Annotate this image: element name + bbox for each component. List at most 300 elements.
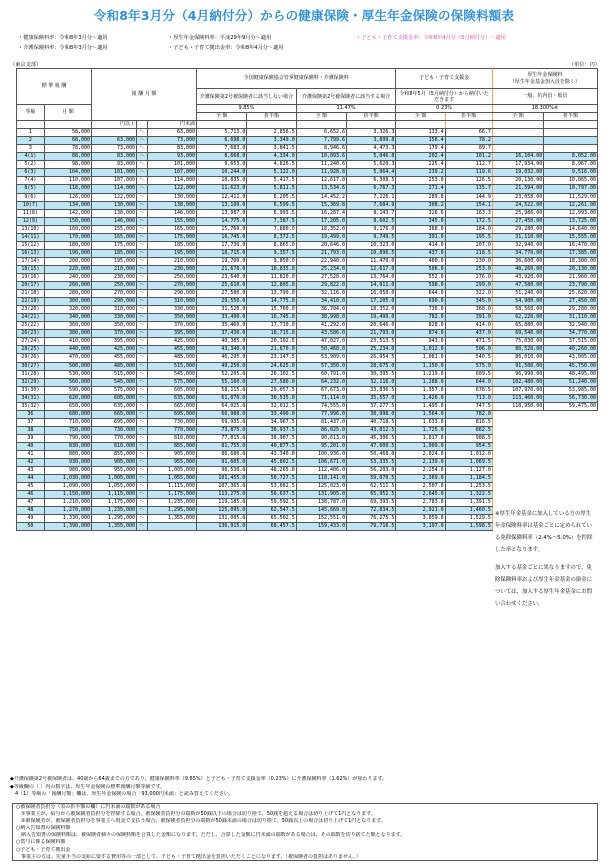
range-from-cell: 770,000 bbox=[92, 434, 137, 442]
care-half-cell: 26,954.5 bbox=[347, 354, 396, 362]
health-full-cell: 15,760.0 bbox=[197, 225, 247, 233]
range-sep: ～ bbox=[137, 225, 148, 233]
health-half-cell: 48,265.0 bbox=[247, 467, 296, 475]
table-row bbox=[17, 346, 598, 354]
range-to-cell: 695,000 bbox=[147, 410, 196, 418]
grade-cell: 29(26) bbox=[17, 354, 45, 362]
range-to-cell: 770,000 bbox=[147, 426, 196, 434]
table-row bbox=[17, 201, 598, 209]
care-full-cell: 43,586.0 bbox=[296, 330, 346, 338]
table-row bbox=[17, 241, 598, 249]
monthly-cell: 142,000 bbox=[44, 209, 91, 217]
care-full-cell: 77,996.0 bbox=[296, 410, 346, 418]
kids-half-cell: 172.5 bbox=[445, 217, 492, 225]
col-full: 全 額 bbox=[492, 113, 543, 121]
range-from-cell: 455,000 bbox=[92, 354, 137, 362]
monthly-cell: 830,000 bbox=[44, 442, 91, 450]
care-full-cell: 11,928.8 bbox=[296, 169, 346, 177]
range-sep: ～ bbox=[137, 161, 148, 169]
monthly-cell: 620,000 bbox=[44, 394, 91, 402]
kids-half-cell: 782.0 bbox=[445, 410, 492, 418]
table-row bbox=[17, 129, 598, 137]
range-from-cell: 1,175,000 bbox=[92, 499, 137, 507]
monthly-cell: 1,030,000 bbox=[44, 475, 91, 483]
range-from-cell: 905,000 bbox=[92, 459, 137, 467]
grade-cell: 12(9) bbox=[17, 217, 45, 225]
monthly-cell: 190,000 bbox=[44, 249, 91, 257]
monthly-cell: 104,000 bbox=[44, 169, 91, 177]
range-to-cell: 250,000 bbox=[147, 273, 196, 281]
care-full-cell: 152,551.0 bbox=[296, 515, 346, 523]
health-half-cell: 26,102.5 bbox=[247, 370, 296, 378]
range-to-cell: 855,000 bbox=[147, 442, 196, 450]
care-half-cell: 19,499.0 bbox=[347, 314, 396, 322]
pension-full-cell: 24,522.00 bbox=[492, 201, 543, 209]
kids-half-cell: 1,598.5 bbox=[445, 523, 492, 531]
pension-full-cell: 32,940.00 bbox=[492, 241, 543, 249]
pension-full-cell: 96,990.00 bbox=[492, 370, 543, 378]
monthly-cell: 126,000 bbox=[44, 193, 91, 201]
table-row bbox=[17, 225, 598, 233]
range-from-cell: 1,295,000 bbox=[92, 515, 137, 523]
monthly-cell: 790,000 bbox=[44, 434, 91, 442]
kids-half-cell: 1,184.5 bbox=[445, 475, 492, 483]
pension-half-cell: 18,300.00 bbox=[544, 257, 598, 265]
monthly-cell: 160,000 bbox=[44, 225, 91, 233]
monthly-cell: 980,000 bbox=[44, 467, 91, 475]
pension-full-cell: 25,986.00 bbox=[492, 209, 543, 217]
care-full-cell: 18,352.0 bbox=[296, 225, 346, 233]
table-row bbox=[17, 161, 598, 169]
branch-label: （東京支部） bbox=[10, 62, 42, 68]
kids-half-cell: 678.5 bbox=[445, 386, 492, 394]
table-row bbox=[17, 322, 598, 330]
kids-full-cell: 225.4 bbox=[396, 161, 445, 169]
range-from-cell bbox=[92, 129, 137, 137]
health-half-cell: 62,547.5 bbox=[247, 507, 296, 515]
footer-note: ◆等級欄の（ ）内の数字は、厚生年金保険の標準報酬月額等級です。 bbox=[10, 783, 166, 790]
header-no-care: 介護保険第2号被保険者に該当しない場合 bbox=[197, 89, 297, 105]
col-half: 折半額 bbox=[247, 113, 296, 121]
pension-half-cell: 10,065.00 bbox=[544, 177, 598, 185]
pension-half-cell: 15,555.00 bbox=[544, 233, 598, 241]
care-full-cell: 57,350.0 bbox=[296, 362, 346, 370]
care-full-cell: 159,433.0 bbox=[296, 523, 346, 531]
pension-half-cell: 14,640.00 bbox=[544, 225, 598, 233]
health-full-cell: 5,713.0 bbox=[197, 129, 247, 137]
health-full-cell: 8,668.0 bbox=[197, 153, 247, 161]
health-full-cell: 10,835.0 bbox=[197, 177, 247, 185]
monthly-cell: 590,000 bbox=[44, 386, 91, 394]
health-half-cell: 16,745.0 bbox=[247, 314, 296, 322]
health-half-cell: 15,760.0 bbox=[247, 306, 296, 314]
care-half-cell: 72,834.5 bbox=[347, 507, 396, 515]
kids-full-cell: 690.0 bbox=[396, 298, 445, 306]
table-row bbox=[17, 459, 598, 467]
care-half-cell: 20,646.0 bbox=[347, 322, 396, 330]
range-from-cell: 114,000 bbox=[92, 185, 137, 193]
range-to-cell: 1,295,000 bbox=[147, 507, 196, 515]
care-full-cell: 118,141.0 bbox=[296, 475, 346, 483]
range-to-cell: 146,000 bbox=[147, 209, 196, 217]
pension-full-cell: 19,032.00 bbox=[492, 169, 543, 177]
kids-full-cell: 782.0 bbox=[396, 314, 445, 322]
pension-half-cell: 16,470.00 bbox=[544, 241, 598, 249]
range-from-cell: 635,000 bbox=[92, 402, 137, 410]
range-to-cell: 83,000 bbox=[147, 145, 196, 153]
monthly-cell: 500,000 bbox=[44, 362, 91, 370]
kids-half-cell: 575.0 bbox=[445, 362, 492, 370]
grade-cell: 20(17) bbox=[17, 282, 45, 290]
kids-half-cell: 954.5 bbox=[445, 442, 492, 450]
range-from-cell: 1,115,000 bbox=[92, 491, 137, 499]
pension-half-cell: 27,450.00 bbox=[544, 298, 598, 306]
kids-full-cell: 368.0 bbox=[396, 225, 445, 233]
table-row bbox=[17, 193, 598, 201]
table-row bbox=[17, 257, 598, 265]
health-half-cell: 29,057.5 bbox=[247, 386, 296, 394]
monthly-cell: 110,000 bbox=[44, 177, 91, 185]
range-to-cell: 665,000 bbox=[147, 402, 196, 410]
monthly-cell: 930,000 bbox=[44, 459, 91, 467]
explanation-box bbox=[12, 803, 598, 861]
pension-half-cell bbox=[544, 129, 598, 137]
health-full-cell: 9,653.0 bbox=[197, 161, 247, 169]
range-to-cell: 515,000 bbox=[147, 362, 196, 370]
range-sep: ～ bbox=[137, 169, 148, 177]
pension-full-cell: 102,480.00 bbox=[492, 378, 543, 386]
kids-half-cell: 506.0 bbox=[445, 346, 492, 354]
care-half-cell: 28,675.0 bbox=[347, 362, 396, 370]
range-from-label: 円以上 bbox=[92, 121, 137, 129]
range-from-cell: 210,000 bbox=[92, 265, 137, 273]
range-from-cell: 575,000 bbox=[92, 386, 137, 394]
range-sep: ～ bbox=[137, 129, 148, 137]
health-half-cell: 33,490.0 bbox=[247, 410, 296, 418]
care-full-cell: 90,613.0 bbox=[296, 434, 346, 442]
header-pension bbox=[492, 69, 597, 89]
grade-cell: 26(23) bbox=[17, 330, 45, 338]
pension-half-cell: 23,790.00 bbox=[544, 282, 598, 290]
kids-full-cell: 943.0 bbox=[396, 338, 445, 346]
kids-full-cell: 2,139.0 bbox=[396, 459, 445, 467]
health-full-cell: 96,530.0 bbox=[197, 467, 247, 475]
monthly-cell: 98,000 bbox=[44, 161, 91, 169]
health-half-cell: 5,417.5 bbox=[247, 177, 296, 185]
grade-cell: 5(2) bbox=[17, 161, 45, 169]
care-half-cell: 17,205.0 bbox=[347, 298, 396, 306]
health-half-cell: 4,826.5 bbox=[247, 161, 296, 169]
care-full-cell: 27,528.0 bbox=[296, 273, 346, 281]
pension-full-cell: 40,260.00 bbox=[492, 265, 543, 273]
range-to-cell: 955,000 bbox=[147, 459, 196, 467]
grade-cell: 48 bbox=[17, 507, 45, 515]
care-full-cell: 6,652.6 bbox=[296, 129, 346, 137]
care-half-cell: 37,277.5 bbox=[347, 402, 396, 410]
table-row bbox=[17, 233, 598, 241]
table-row bbox=[17, 330, 598, 338]
range-from-cell: 605,000 bbox=[92, 394, 137, 402]
pension-full-cell bbox=[492, 145, 543, 153]
monthly-cell: 440,000 bbox=[44, 346, 91, 354]
grade-cell: 49 bbox=[17, 515, 45, 523]
range-to-cell: 1,175,000 bbox=[147, 491, 196, 499]
table-row bbox=[17, 273, 598, 281]
range-sep: ～ bbox=[137, 442, 148, 450]
health-full-cell: 11,623.0 bbox=[197, 185, 247, 193]
range-sep: ～ bbox=[137, 386, 148, 394]
kids-full-cell: 2,783.0 bbox=[396, 499, 445, 507]
rate-health: 9.85% bbox=[197, 105, 297, 113]
health-half-cell: 18,715.0 bbox=[247, 330, 296, 338]
kids-full-cell: 1,633.0 bbox=[396, 418, 445, 426]
care-full-cell: 112,406.0 bbox=[296, 467, 346, 475]
pension-full-cell: 58,560.00 bbox=[492, 306, 543, 314]
pension-half-cell: 37,515.00 bbox=[544, 338, 598, 346]
range-sep: ～ bbox=[137, 193, 148, 201]
range-sep: ～ bbox=[137, 233, 148, 241]
health-full-cell: 125,095.0 bbox=[197, 507, 247, 515]
pension-full-cell bbox=[492, 137, 543, 145]
pension-full-cell: 51,240.00 bbox=[492, 290, 543, 298]
range-to-cell: 905,000 bbox=[147, 451, 196, 459]
pension-full-cell: 80,520.00 bbox=[492, 346, 543, 354]
monthly-cell: 68,000 bbox=[44, 137, 91, 145]
care-half-cell: 7,226.1 bbox=[347, 193, 396, 201]
health-full-cell: 107,365.0 bbox=[197, 483, 247, 491]
health-full-cell: 29,550.0 bbox=[197, 298, 247, 306]
health-half-cell: 11,820.0 bbox=[247, 273, 296, 281]
header-kids-sub: 令和8年5月（5月納付分）から納付いただきます bbox=[396, 89, 492, 105]
range-from-cell: 730,000 bbox=[92, 426, 137, 434]
care-full-cell: 34,410.0 bbox=[296, 298, 346, 306]
range-sep: ～ bbox=[137, 515, 148, 523]
care-full-cell: 41,292.0 bbox=[296, 322, 346, 330]
kids-half-cell: 184.0 bbox=[445, 225, 492, 233]
health-full-cell: 113,275.0 bbox=[197, 491, 247, 499]
kids-full-cell: 1,495.0 bbox=[396, 402, 445, 410]
pension-half-cell: 9,516.00 bbox=[544, 169, 598, 177]
range-sep: ～ bbox=[137, 459, 148, 467]
health-full-cell: 6,698.0 bbox=[197, 137, 247, 145]
care-full-cell: 22,940.0 bbox=[296, 257, 346, 265]
range-to-cell: 1,055,000 bbox=[147, 475, 196, 483]
range-sep: ～ bbox=[137, 137, 148, 145]
pension-half-cell: 59,475.00 bbox=[544, 402, 598, 410]
health-half-cell: 24,625.0 bbox=[247, 362, 296, 370]
range-from-cell: 270,000 bbox=[92, 290, 137, 298]
care-half-cell: 13,764.0 bbox=[347, 273, 396, 281]
grade-cell: 33(30) bbox=[17, 386, 45, 394]
col-half: 折半額 bbox=[445, 113, 492, 121]
pension-half-cell: 43,005.00 bbox=[544, 354, 598, 362]
kids-full-cell: 1,219.0 bbox=[396, 370, 445, 378]
empty-pension-area bbox=[492, 410, 597, 418]
kids-full-cell: 1,426.0 bbox=[396, 394, 445, 402]
col-half: 折半額 bbox=[347, 113, 396, 121]
empty-pension-area bbox=[492, 434, 597, 442]
table-row bbox=[17, 306, 598, 314]
care-half-cell: 16,058.0 bbox=[347, 290, 396, 298]
range-to-cell: 1,005,000 bbox=[147, 467, 196, 475]
range-sep: ～ bbox=[137, 378, 148, 386]
kids-full-cell: 2,645.0 bbox=[396, 491, 445, 499]
range-to-cell: 165,000 bbox=[147, 225, 196, 233]
monthly-cell: 1,390,000 bbox=[44, 523, 91, 531]
table-row bbox=[17, 410, 598, 418]
range-to-cell: 605,000 bbox=[147, 386, 196, 394]
kids-full-cell: 437.0 bbox=[396, 249, 445, 257]
col-full: 全 額 bbox=[197, 113, 247, 121]
health-half-cell: 43,340.0 bbox=[247, 451, 296, 459]
range-from-cell: 101,000 bbox=[92, 169, 137, 177]
health-half-cell: 3,349.0 bbox=[247, 137, 296, 145]
pension-full-cell: 107,970.00 bbox=[492, 386, 543, 394]
pension-full-cell: 86,010.00 bbox=[492, 354, 543, 362]
box-line: 納入告知書の保険料額は、被保険者個々の保険料額を合算した金額になります。ただし、合算した金額に円未満の端数がある場合は、その端数を切り捨てた額となります。 bbox=[16, 832, 406, 839]
health-half-cell: 40,877.5 bbox=[247, 442, 296, 450]
pension-full-cell: 65,880.00 bbox=[492, 322, 543, 330]
health-full-cell: 21,670.0 bbox=[197, 265, 247, 273]
health-full-cell: 69,935.0 bbox=[197, 418, 247, 426]
table-row bbox=[17, 426, 598, 434]
health-full-cell: 35,460.0 bbox=[197, 322, 247, 330]
monthly-cell: 300,000 bbox=[44, 298, 91, 306]
health-half-cell: 7,387.5 bbox=[247, 217, 296, 225]
grade-cell: 11(8) bbox=[17, 209, 45, 217]
monthly-cell: 340,000 bbox=[44, 314, 91, 322]
range-from-cell: 146,000 bbox=[92, 217, 137, 225]
care-full-cell: 32,116.0 bbox=[296, 290, 346, 298]
kids-half-cell: 207.0 bbox=[445, 241, 492, 249]
note-kids-contribution-rate: ・子ども・子育て拠出金率：令和8年4月分～適用 bbox=[168, 45, 284, 51]
table-row bbox=[17, 217, 598, 225]
kids-full-cell: 2,507.0 bbox=[396, 483, 445, 491]
range-sep: ～ bbox=[137, 451, 148, 459]
range-sep: ～ bbox=[137, 314, 148, 322]
range-from-cell: 665,000 bbox=[92, 410, 137, 418]
care-full-cell: 138,787.0 bbox=[296, 499, 346, 507]
range-sep: ～ bbox=[137, 177, 148, 185]
monthly-cell: 560,000 bbox=[44, 378, 91, 386]
care-half-cell: 6,308.5 bbox=[347, 177, 396, 185]
kids-full-cell: 1,288.0 bbox=[396, 378, 445, 386]
header-grade: 等級 bbox=[17, 105, 45, 121]
care-half-cell: 38,998.0 bbox=[347, 410, 396, 418]
pension-half-cell: 32,940.00 bbox=[544, 322, 598, 330]
health-half-cell: 23,147.5 bbox=[247, 354, 296, 362]
kids-full-cell: 2,254.0 bbox=[396, 467, 445, 475]
care-full-cell: 125,023.0 bbox=[296, 483, 346, 491]
health-full-cell: 13,987.0 bbox=[197, 209, 247, 217]
range-to-cell: 370,000 bbox=[147, 322, 196, 330]
health-half-cell: 14,775.0 bbox=[247, 298, 296, 306]
kids-half-cell: 908.5 bbox=[445, 434, 492, 442]
grade-cell: 10(7) bbox=[17, 201, 45, 209]
pension-full-cell: 118,950.00 bbox=[492, 402, 543, 410]
kids-half-cell: 112.7 bbox=[445, 161, 492, 169]
care-half-cell: 23,513.5 bbox=[347, 338, 396, 346]
monthly-cell: 134,000 bbox=[44, 201, 91, 209]
monthly-cell: 180,000 bbox=[44, 241, 91, 249]
range-sep: ～ bbox=[137, 290, 148, 298]
monthly-cell: 78,000 bbox=[44, 145, 91, 153]
range-sep: ～ bbox=[137, 153, 148, 161]
grade-cell: 13(10) bbox=[17, 225, 45, 233]
health-full-cell: 12,411.0 bbox=[197, 193, 247, 201]
header-kids-support: 子ども・子育て支援金 bbox=[396, 69, 492, 89]
health-full-cell: 37,430.0 bbox=[197, 330, 247, 338]
range-sep: ～ bbox=[137, 523, 148, 531]
grade-cell: 24(21) bbox=[17, 314, 45, 322]
empty-pension-area bbox=[492, 418, 597, 426]
table-row bbox=[17, 338, 598, 346]
health-half-cell: 53,682.5 bbox=[247, 483, 296, 491]
range-sep: ～ bbox=[137, 418, 148, 426]
table-row bbox=[17, 475, 598, 483]
empty-pension-area bbox=[492, 499, 597, 507]
kids-full-cell: 253.0 bbox=[396, 177, 445, 185]
grade-cell: 40 bbox=[17, 442, 45, 450]
care-full-cell: 11,240.6 bbox=[296, 161, 346, 169]
care-full-cell: 131,905.0 bbox=[296, 491, 346, 499]
kids-half-cell: 1,460.5 bbox=[445, 507, 492, 515]
kids-full-cell: 345.0 bbox=[396, 217, 445, 225]
pension-half-cell: 8,967.00 bbox=[544, 161, 598, 169]
monthly-cell: 240,000 bbox=[44, 273, 91, 281]
grade-cell: 36 bbox=[17, 410, 45, 418]
table-row bbox=[17, 137, 598, 145]
kids-full-cell: 1,909.0 bbox=[396, 442, 445, 450]
grade-cell: 14(11) bbox=[17, 233, 45, 241]
kids-full-cell: 3,059.0 bbox=[396, 515, 445, 523]
kids-half-cell: 66.7 bbox=[445, 129, 492, 137]
kids-full-cell: 828.0 bbox=[396, 322, 445, 330]
kids-full-cell: 308.2 bbox=[396, 201, 445, 209]
grade-cell: 17(14) bbox=[17, 257, 45, 265]
care-full-cell: 74,555.0 bbox=[296, 402, 346, 410]
range-sep: ～ bbox=[137, 483, 148, 491]
health-full-cell: 101,455.0 bbox=[197, 475, 247, 483]
pension-half-cell: 13,725.00 bbox=[544, 217, 598, 225]
header-pension-sub2: 一般、坑内員・船員 bbox=[492, 89, 597, 105]
table-row bbox=[17, 418, 598, 426]
range-sep: ～ bbox=[137, 507, 148, 515]
monthly-cell: 1,210,000 bbox=[44, 499, 91, 507]
health-half-cell: 9,850.0 bbox=[247, 257, 296, 265]
monthly-cell: 58,000 bbox=[44, 129, 91, 137]
range-from-cell: 290,000 bbox=[92, 298, 137, 306]
range-from-cell: 63,000 bbox=[92, 137, 137, 145]
empty-pension-area bbox=[492, 426, 597, 434]
table-row bbox=[17, 442, 598, 450]
header-with-care: 介護保険第2号被保険者に該当する場合 bbox=[296, 89, 396, 105]
care-half-cell: 8,602.5 bbox=[347, 217, 396, 225]
table-row bbox=[17, 354, 598, 362]
pension-full-cell: 69,540.00 bbox=[492, 330, 543, 338]
pension-full-cell: 91,500.00 bbox=[492, 362, 543, 370]
care-half-cell: 59,070.5 bbox=[347, 475, 396, 483]
kids-full-cell: 414.0 bbox=[396, 241, 445, 249]
care-full-cell: 25,234.0 bbox=[296, 265, 346, 273]
health-half-cell: 12,805.0 bbox=[247, 282, 296, 290]
kids-full-cell: 460.0 bbox=[396, 257, 445, 265]
health-full-cell: 19,700.0 bbox=[197, 257, 247, 265]
range-sep: ～ bbox=[137, 346, 148, 354]
health-half-cell: 59,592.5 bbox=[247, 499, 296, 507]
kids-half-cell: 230.0 bbox=[445, 257, 492, 265]
health-half-cell: 3,841.5 bbox=[247, 145, 296, 153]
